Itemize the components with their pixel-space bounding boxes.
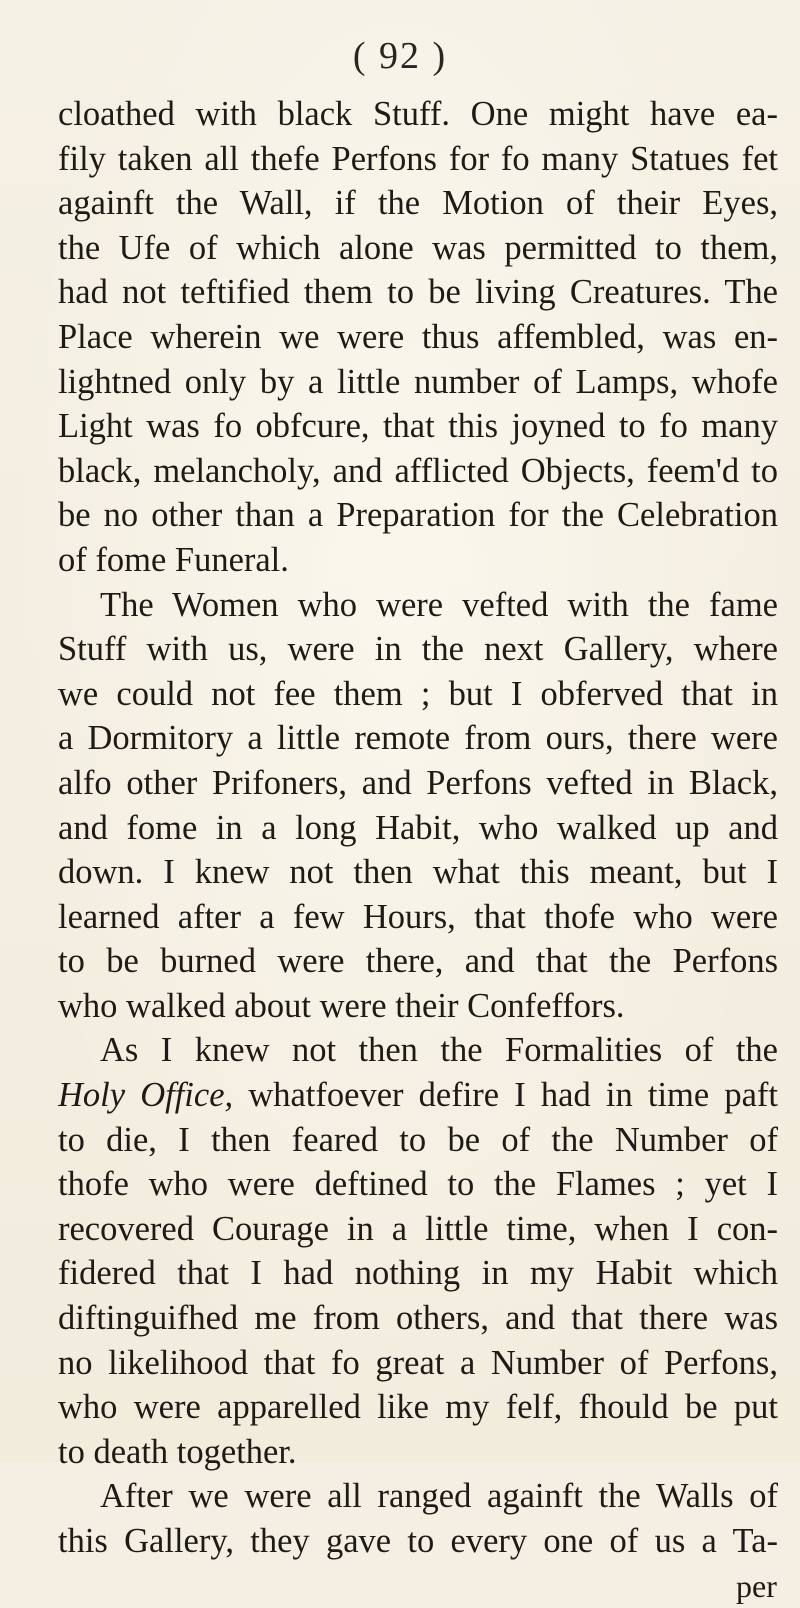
text-line: no likelihood that fo great a Number of Perfons,: [58, 1343, 778, 1382]
text-line: Light was fo obfcure, that this joyned to fo many: [58, 407, 778, 446]
text-line: of fome Funeral.: [58, 540, 289, 579]
text-line: learned after a few Hours, that thofe who were: [58, 897, 778, 936]
text-line: fidered that I had nothing in my Habit which: [58, 1254, 778, 1293]
text-line: The Women who were vefted with the fame: [100, 585, 778, 624]
text-line: had not teftified them to be living Creatures. The: [58, 273, 778, 312]
page-number: ( 92 ): [352, 35, 448, 77]
text-line: lightned only by a little number of Lamps, whofe: [58, 362, 778, 401]
holy-office-italic: Holy Office,: [58, 1076, 234, 1115]
text-line: a Dormitory a little remote from ours, there were: [58, 719, 778, 758]
text-line: cloathed with black Stuff. One might have ea-: [58, 95, 778, 133]
text-line: be no other than a Preparation for the Celebration: [58, 496, 778, 535]
text-line: Place wherein we were thus affembled, was en-: [58, 317, 778, 356]
text-line: Stuff with us, were in the next Gallery, where: [58, 630, 778, 669]
text-line-rest: whatfoever defire I had in time paft: [248, 1076, 778, 1115]
text-line: this Gallery, they gave to every one of us a Ta-: [58, 1522, 778, 1560]
catchword: per: [736, 1567, 777, 1604]
text-line: thofe who were deftined to the Flames ; yet I: [58, 1165, 778, 1204]
text-line: fily taken all thefe Perfons for fo many Statues fet: [58, 139, 778, 178]
text-line: down. I knew not then what this meant, but I: [58, 853, 778, 892]
text-line: and fome in a long Habit, who walked up and: [58, 808, 778, 847]
text-line: to be burned were there, and that the Perfons: [58, 942, 778, 981]
text-line: black, melancholy, and afflicted Objects, feem'd to: [58, 451, 778, 490]
text-line: who walked about were their Confeffors.: [58, 986, 625, 1025]
text-line: we could not fee them ; but I obferved that in: [58, 674, 778, 713]
text-line: alfo other Prifoners, and Perfons vefted in Black,: [58, 763, 778, 802]
text-line: recovered Courage in a little time, when I con-: [58, 1209, 778, 1248]
text-line: againft the Wall, if the Motion of their Eyes,: [58, 184, 778, 223]
text-line: to die, I then feared to be of the Number of: [58, 1120, 778, 1159]
text-line: [58, 1073, 778, 1118]
text-line: who were apparelled like my felf, fhould be put: [58, 1388, 778, 1427]
text-line: After we were all ranged againft the Walls of: [100, 1477, 778, 1516]
text-line: the Ufe of which alone was permitted to them,: [58, 228, 778, 267]
text-line: diftinguifhed me from others, and that there was: [58, 1299, 778, 1338]
body-text: [58, 92, 778, 1608]
text-line: As I knew not then the Formalities of the: [100, 1031, 778, 1070]
text-line: to death together.: [58, 1432, 297, 1471]
